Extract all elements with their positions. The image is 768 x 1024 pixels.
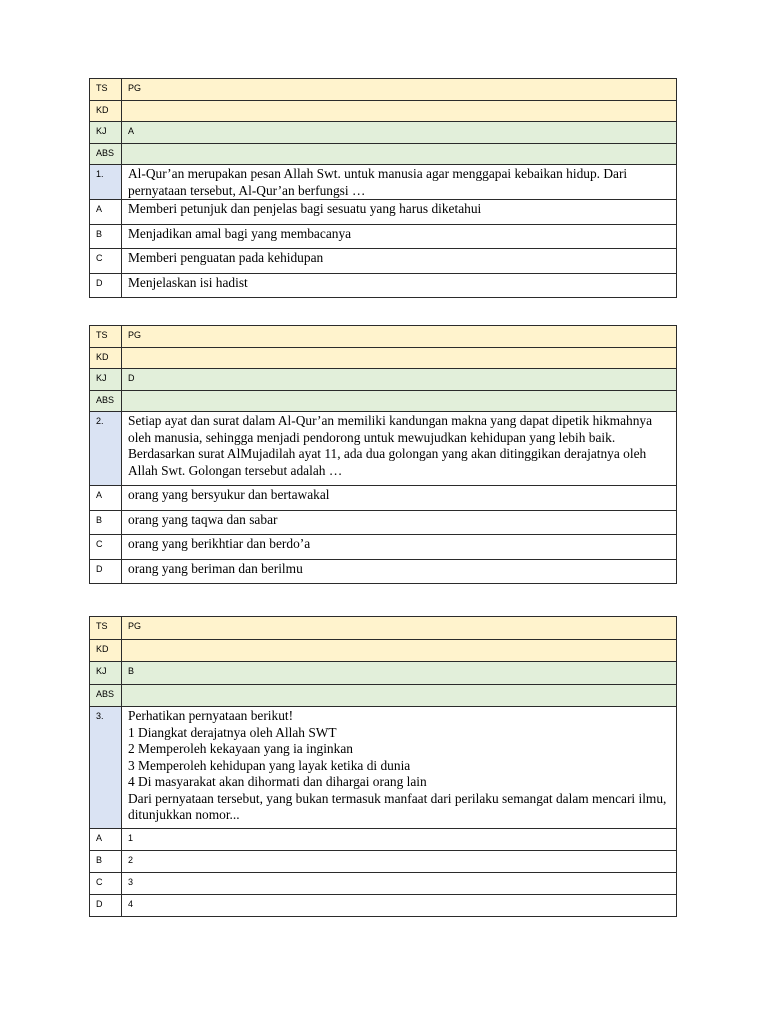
abs-row	[90, 390, 677, 412]
option-label: B	[90, 510, 122, 535]
question-table-2	[89, 325, 677, 584]
option-label: C	[90, 535, 122, 560]
option-row-c	[90, 249, 677, 274]
abs-value	[122, 390, 677, 412]
option-row-d	[90, 559, 677, 584]
kd-row	[90, 347, 677, 369]
option-text: Memberi petunjuk dan penjelas bagi sesuatu yang harus diketahui	[122, 200, 677, 225]
option-row-b	[90, 224, 677, 249]
question-text: Setiap ayat dan surat dalam Al-Qur’an memiliki kandungan makna yang dapat dipetik hikmahnya oleh manusia, sehingga menjadi pendorong untuk mewujudkan kehidupan yang lebih baik. Berdasarkan surat AlMujadilah ayat 11, ada dua golongan yang akan ditinggikan derajatnya oleh Allah Swt. Golongan tersebut adalah …	[122, 412, 677, 486]
question-line: Perhatikan pernyataan berikut!	[128, 708, 294, 723]
ts-label: TS	[90, 79, 122, 101]
option-label: C	[90, 249, 122, 274]
kd-value	[122, 347, 677, 369]
option-label: D	[90, 895, 122, 917]
option-row-a	[90, 486, 677, 511]
option-label: D	[90, 559, 122, 584]
abs-row	[90, 684, 677, 707]
option-text: orang yang beriman dan berilmu	[122, 559, 677, 584]
kd-row	[90, 100, 677, 122]
kd-value	[122, 639, 677, 662]
kj-value: D	[122, 369, 677, 391]
question-number: 3.	[90, 707, 122, 829]
question-line: 3 Memperoleh kehidupan yang layak ketika di dunia	[128, 757, 411, 773]
kj-label: KJ	[90, 662, 122, 685]
question-table-1	[89, 78, 677, 298]
option-text: 1	[122, 829, 677, 851]
option-label: A	[90, 200, 122, 225]
kd-value	[122, 100, 677, 122]
option-text: Menjelaskan isi hadist	[122, 273, 677, 298]
question-line: 2 Memperoleh kekayaan yang ia inginkan	[128, 741, 353, 756]
question-text: Al-Qur’an merupakan pesan Allah Swt. untuk manusia agar menggapai kebaikan hidup. Dari pernyataan tersebut, Al-Qur’an berfungsi …	[122, 165, 677, 200]
option-row-a	[90, 829, 677, 851]
option-label: C	[90, 873, 122, 895]
option-row-d	[90, 273, 677, 298]
kd-row	[90, 639, 677, 662]
option-label: A	[90, 486, 122, 511]
option-label: A	[90, 829, 122, 851]
ts-row	[90, 79, 677, 101]
ts-label: TS	[90, 617, 122, 640]
option-label: B	[90, 851, 122, 873]
ts-value: PG	[122, 79, 677, 101]
ts-row	[90, 617, 677, 640]
abs-row	[90, 143, 677, 165]
option-row-b	[90, 510, 677, 535]
kj-label: KJ	[90, 369, 122, 391]
kd-label: KD	[90, 347, 122, 369]
kj-value: B	[122, 662, 677, 685]
kj-row	[90, 662, 677, 685]
question-text	[122, 707, 677, 829]
kj-label: KJ	[90, 122, 122, 144]
ts-value: PG	[122, 617, 677, 640]
question-line: Dari pernyataan tersebut, yang bukan termasuk manfaat dari perilaku semangat dalam mencari ilmu, ditunjukkan nomor...	[128, 790, 667, 822]
option-label: B	[90, 224, 122, 249]
abs-value	[122, 143, 677, 165]
option-text: Memberi penguatan pada kehidupan	[122, 249, 677, 274]
ts-value: PG	[122, 326, 677, 348]
question-line: 4 Di masyarakat akan dihormati dan dihargai orang lain	[128, 774, 427, 789]
option-row-a	[90, 200, 677, 225]
option-row-d	[90, 895, 677, 917]
option-row-c	[90, 535, 677, 560]
option-text: orang yang taqwa dan sabar	[122, 510, 677, 535]
option-text: 2	[122, 851, 677, 873]
option-text: 4	[122, 895, 677, 917]
question-row	[90, 707, 677, 829]
option-row-b	[90, 851, 677, 873]
ts-row	[90, 326, 677, 348]
ts-label: TS	[90, 326, 122, 348]
question-table-3	[89, 616, 677, 917]
kj-row	[90, 122, 677, 144]
option-row-c	[90, 873, 677, 895]
question-row	[90, 165, 677, 200]
abs-label: ABS	[90, 390, 122, 412]
kd-label: KD	[90, 100, 122, 122]
kd-label: KD	[90, 639, 122, 662]
abs-value	[122, 684, 677, 707]
option-text: 3	[122, 873, 677, 895]
question-number: 1.	[90, 165, 122, 200]
abs-label: ABS	[90, 143, 122, 165]
option-text: orang yang berikhtiar dan berdo’a	[122, 535, 677, 560]
option-label: D	[90, 273, 122, 298]
question-number: 2.	[90, 412, 122, 486]
kj-value: A	[122, 122, 677, 144]
question-row	[90, 412, 677, 486]
kj-row	[90, 369, 677, 391]
abs-label: ABS	[90, 684, 122, 707]
question-line: 1 Diangkat derajatnya oleh Allah SWT	[128, 724, 337, 740]
option-text: orang yang bersyukur dan bertawakal	[122, 486, 677, 511]
option-text: Menjadikan amal bagi yang membacanya	[122, 224, 677, 249]
